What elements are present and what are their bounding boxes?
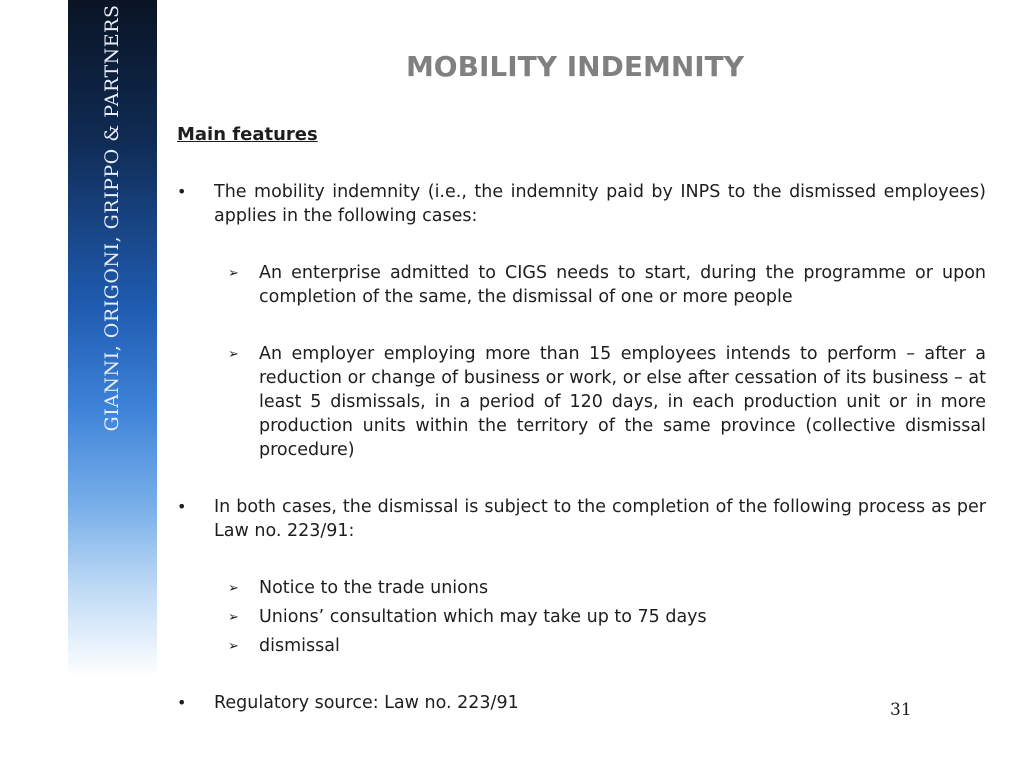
sub-item-text: Unions’ consultation which may take up to 75 days bbox=[259, 607, 707, 627]
bullet-item bbox=[172, 691, 986, 715]
arrow-bullet-icon: ➢ bbox=[228, 347, 239, 362]
bullet-icon: • bbox=[177, 497, 187, 516]
arrow-bullet-icon: ➢ bbox=[228, 639, 239, 654]
bullet-text: The mobility indemnity (i.e., the indemnity paid by INPS to the dismissed employees) applies in the following cases: bbox=[214, 182, 986, 226]
page-number: 31 bbox=[890, 700, 912, 720]
bullet-icon: • bbox=[177, 693, 187, 712]
sub-item bbox=[172, 605, 986, 629]
sub-item bbox=[172, 634, 986, 658]
sub-item bbox=[172, 576, 986, 600]
sub-item-text: An enterprise admitted to CIGS needs to start, during the programme or upon completion of the same, the dismissal of one or more people bbox=[259, 263, 986, 307]
sub-item bbox=[172, 342, 986, 462]
sub-item-list bbox=[172, 576, 986, 658]
slide-content bbox=[172, 180, 986, 715]
arrow-bullet-icon: ➢ bbox=[228, 581, 239, 596]
arrow-bullet-icon: ➢ bbox=[228, 610, 239, 625]
slide-title: MOBILITY INDEMNITY bbox=[405, 50, 745, 83]
bullet-item bbox=[172, 180, 986, 228]
section-subtitle: Main features bbox=[177, 124, 318, 145]
sub-item-text: dismissal bbox=[259, 636, 340, 656]
bullet-icon: • bbox=[177, 182, 187, 201]
bullet-text: Regulatory source: Law no. 223/91 bbox=[214, 693, 519, 713]
firm-logo-text: GIANNI, ORIGONI, GRIPPO & PARTNERS bbox=[101, 4, 123, 432]
arrow-bullet-icon: ➢ bbox=[228, 266, 239, 281]
bullet-text: In both cases, the dismissal is subject to the completion of the following process as per Law no. 223/91: bbox=[214, 497, 986, 541]
sub-item-text: An employer employing more than 15 employees intends to perform – after a reduction or change of business or work, or else after cessation of its business – at least 5 dismissals, in a period of 120 days, in each production unit or in more production units within the territory of the same province (collective dismissal procedure) bbox=[259, 344, 986, 460]
sub-item-text: Notice to the trade unions bbox=[259, 578, 489, 598]
sub-item bbox=[172, 261, 986, 309]
bullet-item bbox=[172, 495, 986, 543]
